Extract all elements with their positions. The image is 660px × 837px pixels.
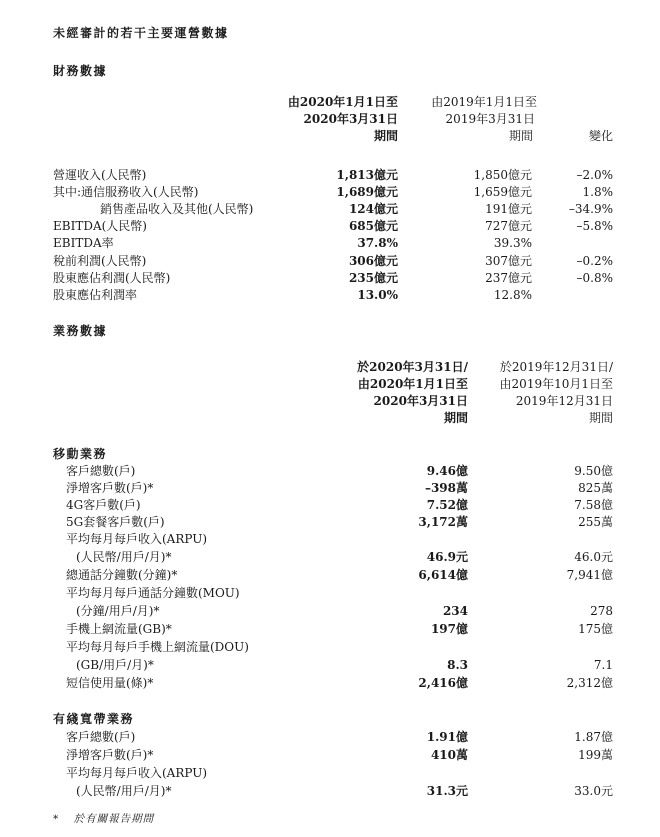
row-current-value: 9.46億 xyxy=(426,464,468,478)
row-label: 營運收入(人民幣) xyxy=(53,168,147,182)
document-title: 未經審計的若干主要運營數據 xyxy=(53,26,229,40)
row-current-value: 197億 xyxy=(430,622,468,636)
row-previous-value: 7.1 xyxy=(593,658,613,672)
row-previous-value: 191億元 xyxy=(485,202,532,216)
row-previous-value: 12.8% xyxy=(493,288,532,302)
row-previous-value: 1.87億 xyxy=(574,730,613,744)
row-current-value: 6,614億 xyxy=(418,568,468,582)
row-change-value: –34.9% xyxy=(568,202,613,216)
row-label: 平均每月每戶收入(ARPU) xyxy=(66,766,208,780)
row-previous-value: 7,941億 xyxy=(566,568,613,582)
row-label: 平均每月每戶手機上網流量(DOU) xyxy=(66,640,249,654)
row-label: 其中:通信服務收入(人民幣) xyxy=(53,185,199,199)
fin-col-current-line2: 2020年3月31日 xyxy=(303,112,398,126)
broadband-heading: 有綫寬帶業務 xyxy=(53,712,135,726)
row-change-value: –0.8% xyxy=(576,271,613,285)
row-previous-value: 33.0元 xyxy=(574,784,613,798)
biz-col-current-line4: 期間 xyxy=(443,411,468,425)
row-label: 平均每月每戶通話分鐘數(MOU) xyxy=(66,586,240,600)
row-current-value: 3,172萬 xyxy=(418,515,468,529)
row-previous-value: 1,850億元 xyxy=(473,168,532,182)
row-label: 總通話分鐘數(分鐘)* xyxy=(66,568,178,582)
biz-col-prev-line2: 由2019年10月1日至 xyxy=(499,377,613,391)
footnote-text: 於有關報告期間 xyxy=(73,813,155,825)
row-label: 客戶總數(戶) xyxy=(66,730,136,744)
row-label: 手機上網流量(GB)* xyxy=(66,622,172,636)
row-previous-value: 46.0元 xyxy=(574,550,613,564)
row-change-value: –5.8% xyxy=(576,219,613,233)
biz-col-current-line1: 於2020年3月31日/ xyxy=(357,360,468,374)
row-label: 4G客戶數(戶) xyxy=(66,498,141,512)
mobile-heading: 移動業務 xyxy=(53,447,108,461)
row-previous-value: 255萬 xyxy=(578,515,613,529)
fin-col-change: 變化 xyxy=(588,129,613,143)
row-previous-value: 825萬 xyxy=(578,481,613,495)
row-previous-value: 39.3% xyxy=(493,236,532,250)
footnote-mark: * xyxy=(53,813,60,825)
biz-col-prev-line3: 2019年12月31日 xyxy=(515,394,613,408)
row-previous-value: 9.50億 xyxy=(574,464,613,478)
row-label: 股東應佔利潤率 xyxy=(53,288,138,302)
row-label: 稅前利潤(人民幣) xyxy=(53,254,147,268)
row-change-value: –0.2% xyxy=(576,254,613,268)
row-label: EBITDA率 xyxy=(53,236,114,250)
row-current-value: 1.91億 xyxy=(426,730,468,744)
row-previous-value: 199萬 xyxy=(578,748,613,762)
row-current-value: 7.52億 xyxy=(426,498,468,512)
row-label: (人民幣/用戶/月)* xyxy=(76,784,172,798)
row-previous-value: 2,312億 xyxy=(566,676,613,690)
row-label: 5G套餐客戶數(戶) xyxy=(66,515,165,529)
business-heading: 業務數據 xyxy=(53,324,108,338)
row-previous-value: 307億元 xyxy=(485,254,532,268)
row-label: EBITDA(人民幣) xyxy=(53,219,147,233)
row-current-value: –398萬 xyxy=(424,481,468,495)
row-previous-value: 237億元 xyxy=(485,271,532,285)
row-current-value: 234 xyxy=(442,604,468,618)
row-label: 銷售產品收入及其他(人民幣) xyxy=(100,202,254,216)
fin-col-prev-line2: 2019年3月31日 xyxy=(445,112,535,126)
row-current-value: 1,689億元 xyxy=(336,185,398,199)
biz-col-current-line3: 2020年3月31日 xyxy=(373,394,468,408)
row-label: (分鐘/用戶/月)* xyxy=(76,604,160,618)
row-current-value: 8.3 xyxy=(447,658,468,672)
row-label: 客戶總數(戶) xyxy=(66,464,136,478)
row-previous-value: 7.58億 xyxy=(574,498,613,512)
row-current-value: 124億元 xyxy=(348,202,398,216)
row-previous-value: 1,659億元 xyxy=(473,185,532,199)
row-label: (GB/用戶/月)* xyxy=(76,658,154,672)
row-current-value: 685億元 xyxy=(348,219,398,233)
row-change-value: –2.0% xyxy=(576,168,613,182)
row-current-value: 37.8% xyxy=(357,236,398,250)
row-label: 短信使用量(條)* xyxy=(66,676,154,690)
row-current-value: 31.3元 xyxy=(426,784,468,798)
row-label: (人民幣/用戶/月)* xyxy=(76,550,172,564)
biz-col-prev-line4: 期間 xyxy=(588,411,613,425)
biz-col-current-line2: 由2020年1月1日至 xyxy=(357,377,468,391)
fin-col-prev-line3: 期間 xyxy=(508,129,533,143)
row-previous-value: 727億元 xyxy=(485,219,532,233)
biz-col-prev-line1: 於2019年12月31日/ xyxy=(499,360,613,374)
financial-heading: 財務數據 xyxy=(53,64,108,78)
row-current-value: 46.9元 xyxy=(426,550,468,564)
row-label: 淨增客戶數(戶)* xyxy=(66,748,154,762)
fin-col-prev-line1: 由2019年1月1日至 xyxy=(431,95,537,109)
row-label: 淨增客戶數(戶)* xyxy=(66,481,154,495)
row-previous-value: 175億 xyxy=(578,622,613,636)
row-current-value: 1,813億元 xyxy=(336,168,398,182)
row-change-value: 1.8% xyxy=(582,185,613,199)
row-label: 平均每月每戶收入(ARPU) xyxy=(66,532,208,546)
row-current-value: 306億元 xyxy=(348,254,398,268)
fin-col-current-line3: 期間 xyxy=(373,129,398,143)
fin-col-current-line1: 由2020年1月1日至 xyxy=(287,95,398,109)
row-previous-value: 278 xyxy=(590,604,613,618)
row-current-value: 2,416億 xyxy=(418,676,468,690)
row-current-value: 13.0% xyxy=(357,288,398,302)
row-label: 股東應佔利潤(人民幣) xyxy=(53,271,171,285)
footnote xyxy=(53,810,154,828)
row-current-value: 410萬 xyxy=(430,748,468,762)
row-current-value: 235億元 xyxy=(348,271,398,285)
